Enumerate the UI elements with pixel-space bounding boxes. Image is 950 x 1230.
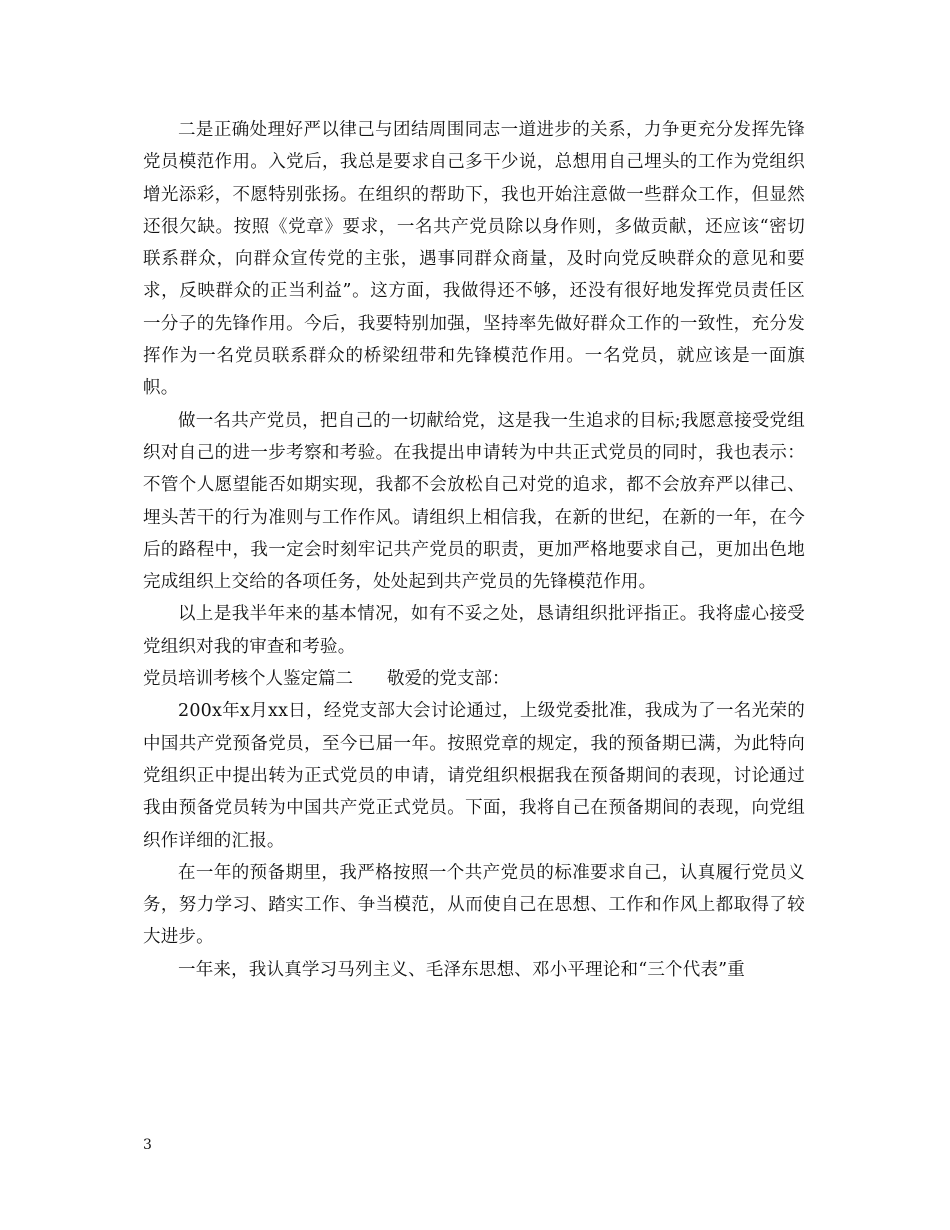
- paragraph-2: 做一名共产党员，把自己的一切献给党，这是我一生追求的目标;我愿意接受党组织对自己的进一步考察和考验。在我提出申请转为中共正式党员的同时，我也表示：不管个人愿望能否如期实现，我都不会放松自己对党的追求，都不会放弃严以律己、埋头苦干的行为准则与工作作风。请组织上相信我，在新的世纪，在新的一年，在今后的路程中，我一定会时刻牢记共产党员的职责，更加严格地要求自己，更加出色地完成组织上交给的各项任务，处处起到共产党员的先锋模范作用。: [143, 410, 805, 593]
- page-number: 3: [143, 1137, 152, 1153]
- salutation: 敬爱的党支部：: [387, 669, 510, 690]
- document-body: [143, 114, 805, 986]
- section-heading-line: [143, 663, 805, 695]
- paragraph-6: 一年来，我认真学习马列主义、毛泽东思想、邓小平理论和“三个代表”重: [178, 959, 745, 980]
- section-title: 党员培训考核个人鉴定篇二: [143, 669, 353, 690]
- paragraph-1: 二是正确处理好严以律己与团结周围同志一道进步的关系，力争更充分发挥先锋党员模范作用。入党后，我总是要求自己多干少说，总想用自己埋头的工作为党组织增光添彩，不愿特别张扬。在组织的帮助下，我也开始注意做一些群众工作，但显然还很欠缺。按照《党章》要求，一名共产党员除以身作则，多做贡献，还应该“密切联系群众，向群众宣传党的主张，遇事同群众商量，及时向党反映群众的意见和要求，反映群众的正当利益”。这方面，我做得还不够，还没有很好地发挥党员责任区一分子的先锋作用。今后，我要特别加强，坚持率先做好群众工作的一致性，充分发挥作为一名党员联系群众的桥梁纽带和先锋模范作用。一名党员，就应该是一面旗帜。: [143, 120, 805, 399]
- paragraph-3: 以上是我半年来的基本情况，如有不妥之处，恳请组织批评指正。我将虚心接受党组织对我的审查和考验。: [143, 604, 805, 657]
- paragraph-4: 200x年x月xx日，经党支部大会讨论通过，上级党委批准，我成为了一名光荣的中国共产党预备党员，至今已届一年。按照党章的规定，我的预备期已满，为此特向党组织正中提出转为正式党员的申请，请党组织根据我在预备期间的表现，讨论通过我由预备党员转为中国共产党正式党员。下面，我将自己在预备期间的表现，向党组织作详细的汇报。: [143, 701, 805, 851]
- paragraph-5: 在一年的预备期里，我严格按照一个共产党员的标准要求自己，认真履行党员义务，努力学习、踏实工作、争当模范，从而使自己在思想、工作和作风上都取得了较大进步。: [143, 862, 805, 948]
